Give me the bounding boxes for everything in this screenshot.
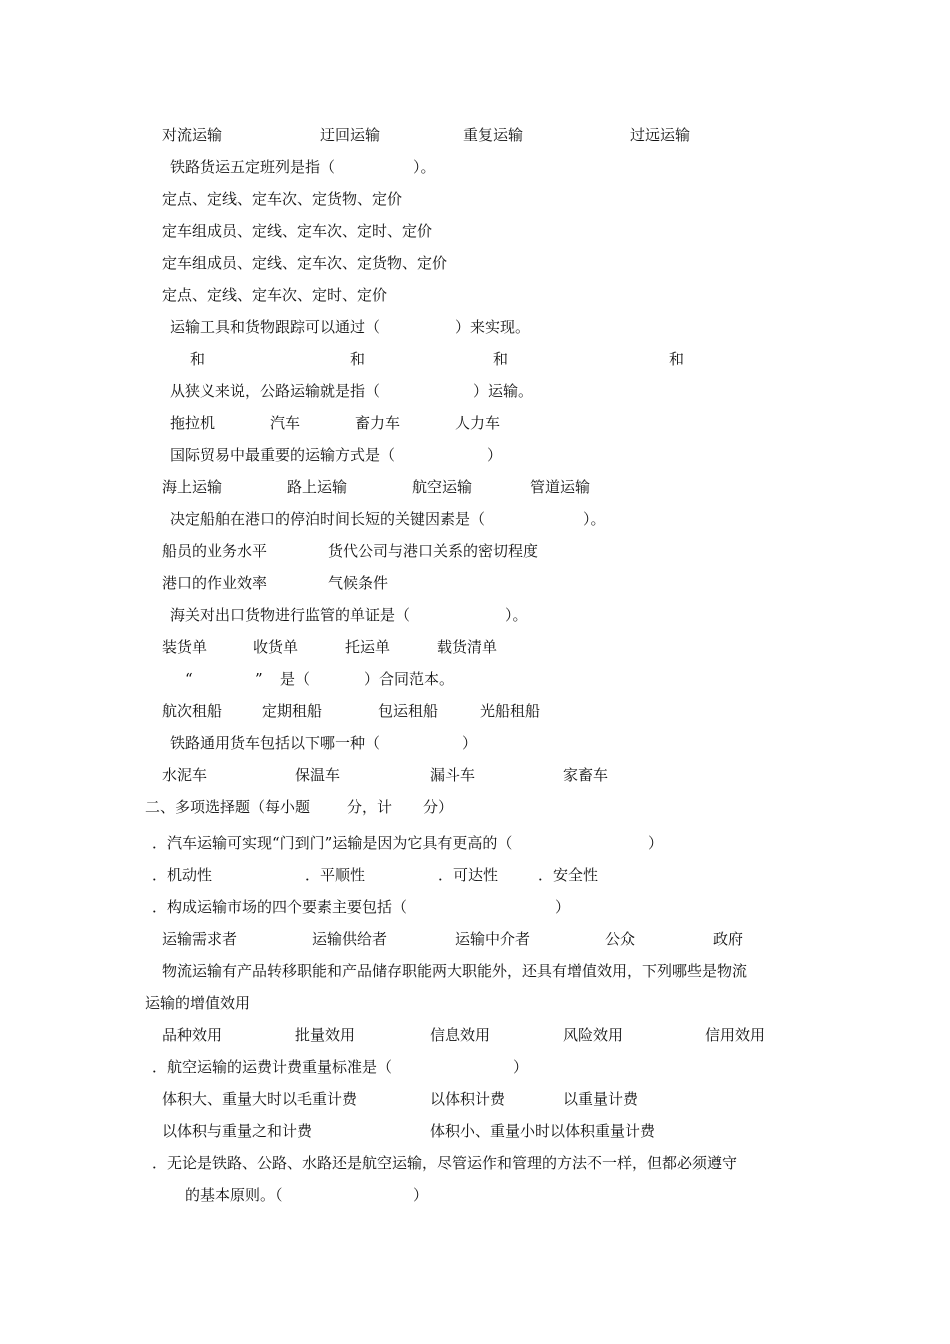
text-segment: 路上运输 (287, 478, 348, 496)
text-segment: ）来实现。 (455, 318, 531, 336)
text-segment: ．无论是铁路、公路、水路还是航空运输，尽管运作和管理的方法不一样，但都必须遵守 (152, 1154, 738, 1172)
text-segment: 国际贸易中最重要的运输方式是（ (170, 446, 396, 464)
text-segment: 定车组成员、定线、定车次、定货物、定价 (162, 254, 448, 272)
text-segment: ．汽车运输可实现“门到门”运输是因为它具有更高的（ (152, 834, 513, 852)
text-segment: 定点、定线、定车次、定时、定价 (162, 286, 388, 304)
text-segment: 和 (350, 350, 366, 368)
text-segment: 迂回运输 (320, 126, 381, 144)
text-segment: 体积大、重量大时以毛重计费 (162, 1090, 358, 1108)
text-segment: 港口的作业效率 (162, 574, 268, 592)
text-segment: 漏斗车 (430, 766, 476, 784)
text-segment: “ (185, 670, 193, 688)
text-segment: ” (255, 670, 263, 688)
text-segment: 托运单 (345, 638, 391, 656)
text-segment: ．可达性 (438, 866, 499, 884)
text-segment: 铁路货运五定班列是指（ (170, 158, 336, 176)
text-segment: 物流运输有产品转移职能和产品储存职能两大职能外，还具有增值效用，下列哪些是物流 (162, 962, 748, 980)
text-segment: 气候条件 (328, 574, 389, 592)
text-segment: 运输需求者 (162, 930, 238, 948)
text-segment: ．平顺性 (305, 866, 366, 884)
text-segment: 品种效用 (162, 1026, 223, 1044)
text-segment: 拖拉机 (170, 414, 216, 432)
text-segment: 运输的增值效用 (145, 994, 251, 1012)
text-segment: 收货单 (253, 638, 299, 656)
text-segment: ） (413, 1186, 429, 1204)
text-segment: 货代公司与港口关系的密切程度 (328, 542, 539, 560)
text-segment: 决定船舶在港口的停泊时间长短的关键因素是（ (170, 510, 486, 528)
text-segment: 信息效用 (430, 1026, 491, 1044)
text-segment: ．构成运输市场的四个要素主要包括（ (152, 898, 408, 916)
text-segment: 公众 (605, 930, 636, 948)
text-segment: 运输工具和货物跟踪可以通过（ (170, 318, 381, 336)
text-segment: 体积小、重量小时以体积重量计费 (430, 1122, 656, 1140)
text-segment: 以重量计费 (563, 1090, 639, 1108)
text-segment: 和 (493, 350, 509, 368)
text-segment: 从狭义来说，公路运输就是指（ (170, 382, 381, 400)
text-segment: 定点、定线、定车次、定货物、定价 (162, 190, 403, 208)
text-segment: ．航空运输的运费计费重量标准是（ (152, 1058, 393, 1076)
text-segment: 载货清单 (437, 638, 498, 656)
text-segment: ．安全性 (538, 866, 599, 884)
text-segment: 信用效用 (705, 1026, 766, 1044)
text-segment: 对流运输 (162, 126, 223, 144)
text-segment: 以体积与重量之和计费 (162, 1122, 313, 1140)
text-segment: 重复运输 (463, 126, 524, 144)
text-segment: 二、多项选择题（每小题 (145, 798, 311, 816)
text-segment: ）。 (583, 510, 606, 528)
text-segment: 汽车 (270, 414, 301, 432)
text-segment: ）合同范本。 (364, 670, 455, 688)
text-segment: 风险效用 (563, 1026, 624, 1044)
text-segment: 包运租船 (378, 702, 439, 720)
text-segment: 的基本原则。（ (185, 1186, 283, 1204)
text-segment: 铁路通用货车包括以下哪一种（ (170, 734, 381, 752)
text-segment: 水泥车 (162, 766, 208, 784)
text-segment: 光船租船 (480, 702, 541, 720)
text-segment: 分，计 (347, 798, 393, 816)
text-segment: ） (462, 734, 478, 752)
text-segment: ）运输。 (473, 382, 534, 400)
text-segment: 海关对出口货物进行监管的单证是（ (170, 606, 411, 624)
text-segment: 分） (423, 798, 454, 816)
text-segment: ）。 (413, 158, 436, 176)
text-segment: 批量效用 (295, 1026, 356, 1044)
text-segment: 海上运输 (162, 478, 223, 496)
text-segment: ） (555, 898, 571, 916)
text-segment: 定期租船 (262, 702, 323, 720)
text-segment: 保温车 (295, 766, 341, 784)
text-segment: ） (487, 446, 503, 464)
text-segment: 航空运输 (412, 478, 473, 496)
text-segment: ．机动性 (152, 866, 213, 884)
text-segment: ） (513, 1058, 529, 1076)
text-segment: 人力车 (455, 414, 501, 432)
text-segment: 管道运输 (530, 478, 591, 496)
text-segment: 过远运输 (630, 126, 691, 144)
text-segment: ）。 (505, 606, 528, 624)
text-segment: 政府 (713, 930, 744, 948)
text-segment: 运输中介者 (455, 930, 531, 948)
text-segment: 家畜车 (563, 766, 609, 784)
text-segment: 航次租船 (162, 702, 223, 720)
text-segment: 运输供给者 (312, 930, 388, 948)
text-segment: 船员的业务水平 (162, 542, 268, 560)
text-segment: 和 (190, 350, 206, 368)
text-segment: ） (648, 834, 664, 852)
text-segment: 以体积计费 (430, 1090, 506, 1108)
text-segment: 畜力车 (355, 414, 401, 432)
text-segment: 定车组成员、定线、定车次、定时、定价 (162, 222, 433, 240)
text-segment: 和 (669, 350, 685, 368)
text-segment: 是（ (280, 670, 311, 688)
text-segment: 装货单 (162, 638, 208, 656)
